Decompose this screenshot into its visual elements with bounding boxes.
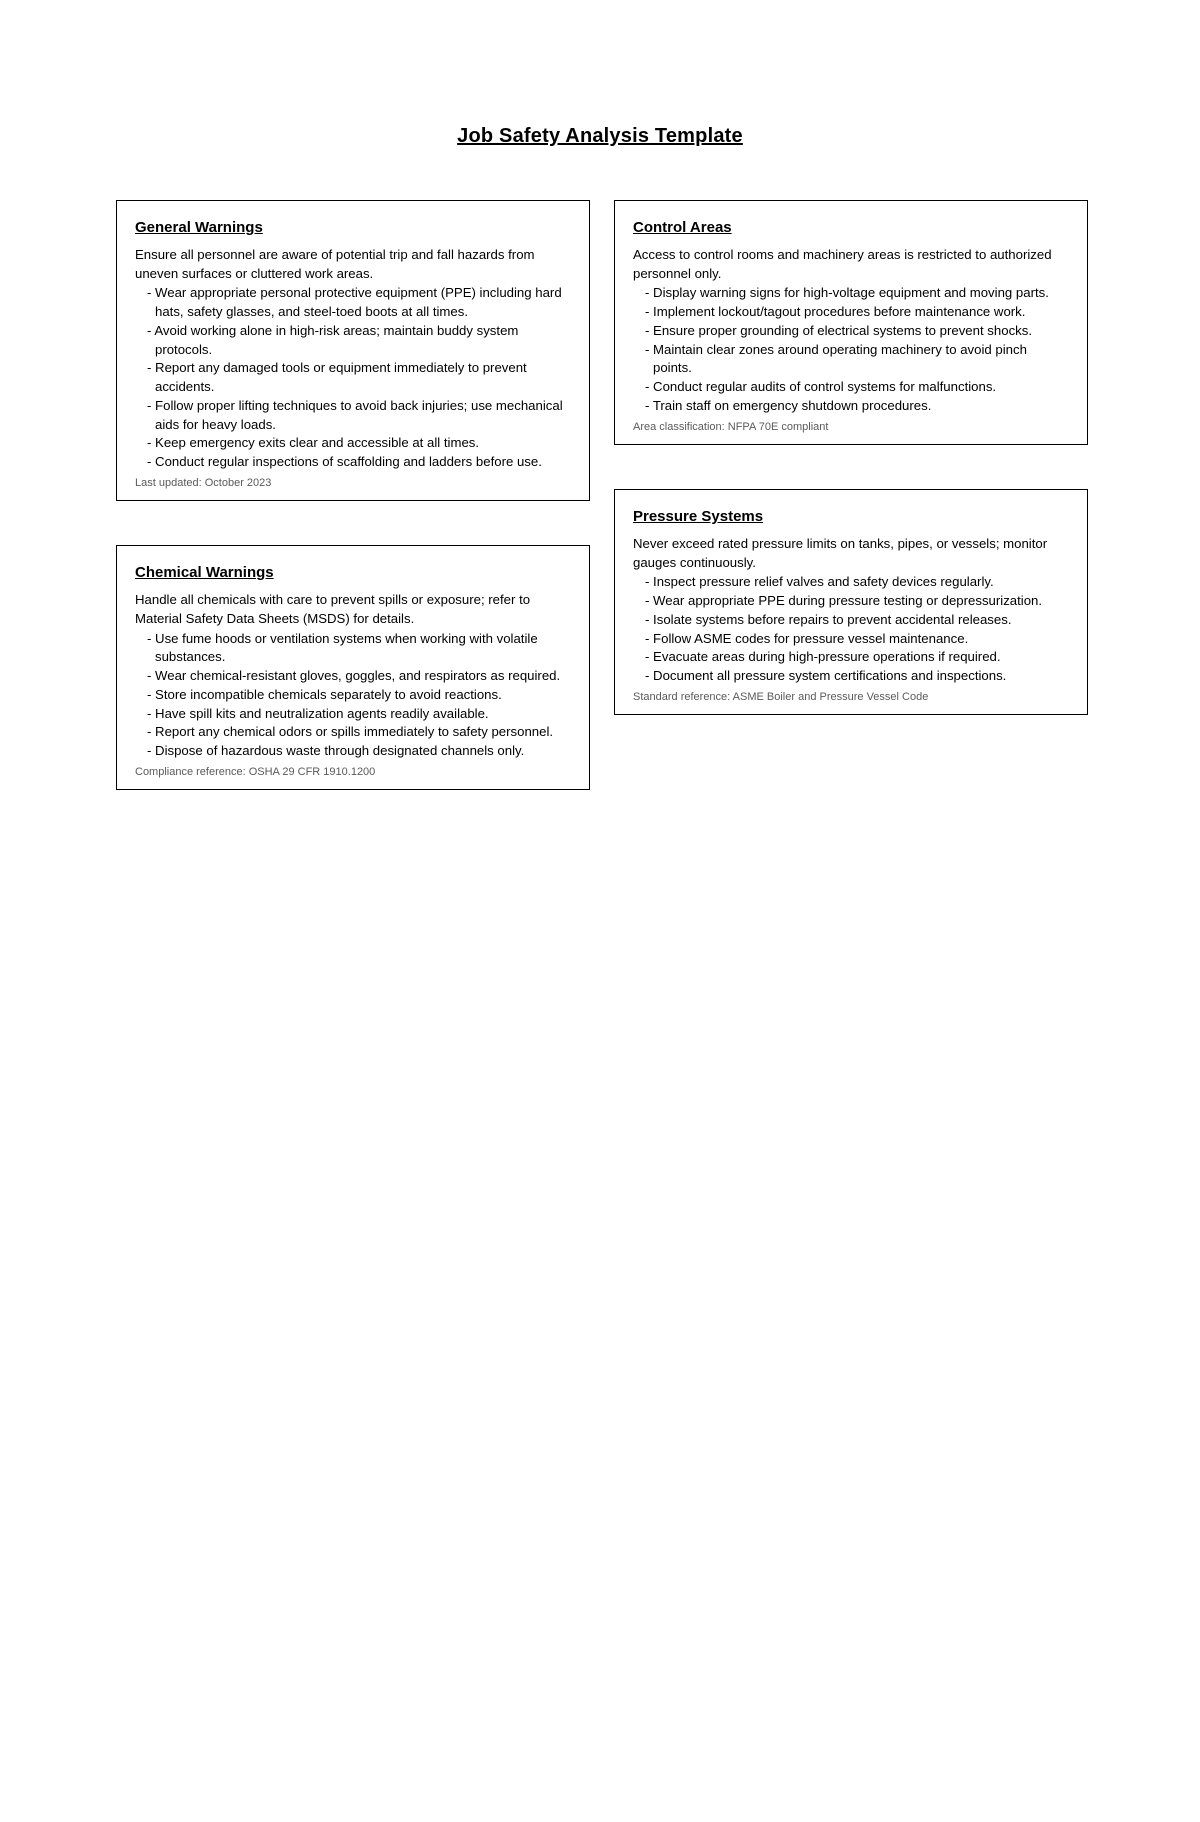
- list-item: - Follow ASME codes for pressure vessel maintenance.: [645, 630, 969, 646]
- column-right: [614, 200, 1088, 715]
- list-item: - Evacuate areas during high-pressure operations if required.: [645, 649, 1001, 665]
- card-footer-note: Area classification: NFPA 70E compliant: [633, 420, 829, 433]
- list-item: - Avoid working alone in high-risk areas; maintain buddy system protocols.: [147, 322, 519, 357]
- list-item: - Follow proper lifting techniques to avoid back injuries; use mechanical aids for heavy loads.: [147, 397, 563, 432]
- card-intro: Handle all chemicals with care to prevent spills or exposure; refer to Material Safety Data Sheets (MSDS) for details.: [135, 592, 531, 626]
- card-bullet-list: [135, 284, 571, 471]
- list-item: - Store incompatible chemicals separately to avoid reactions.: [147, 686, 502, 702]
- card-control-areas: [614, 200, 1088, 445]
- list-item: - Inspect pressure relief valves and safety devices regularly.: [645, 574, 994, 590]
- list-item: - Wear appropriate PPE during pressure testing or depressurization.: [645, 593, 1043, 609]
- list-item: - Display warning signs for high-voltage equipment and moving parts.: [645, 285, 1049, 301]
- list-item: - Wear appropriate personal protective equipment (PPE) including hard hats, safety glasses, and steel-toed boots at all times.: [147, 285, 562, 320]
- list-item: - Report any damaged tools or equipment immediately to prevent accidents.: [147, 360, 527, 395]
- card-bullet-list: [135, 630, 571, 761]
- card-general-warnings: [116, 200, 590, 501]
- list-item: - Implement lockout/tagout procedures before maintenance work.: [645, 304, 1026, 320]
- list-item: - Conduct regular inspections of scaffolding and ladders before use.: [147, 454, 542, 470]
- list-item: - Maintain clear zones around operating machinery to avoid pinch points.: [645, 341, 1027, 376]
- card-intro: Ensure all personnel are aware of potential trip and fall hazards from uneven surfaces or cluttered work areas.: [135, 247, 535, 281]
- card-bullet-list: [633, 573, 1069, 685]
- card-title: Pressure Systems: [633, 507, 764, 525]
- card-title: Chemical Warnings: [135, 564, 274, 582]
- card-footer-note: Standard reference: ASME Boiler and Pressure Vessel Code: [633, 690, 929, 703]
- card-chemical-warnings: [116, 545, 590, 790]
- card-pressure-systems: [614, 489, 1088, 715]
- card-intro: Never exceed rated pressure limits on tanks, pipes, or vessels; monitor gauges continuously.: [633, 535, 1048, 570]
- card-intro: Access to control rooms and machinery areas is restricted to authorized personnel only.: [633, 247, 1052, 281]
- card-bullet-list: [633, 284, 1069, 415]
- list-item: - Report any chemical odors or spills immediately to safety personnel.: [147, 724, 554, 740]
- card-title: General Warnings: [135, 219, 263, 236]
- card-footer-note: Compliance reference: OSHA 29 CFR 1910.1200: [135, 765, 376, 778]
- list-item: - Wear chemical-resistant gloves, goggles, and respirators as required.: [147, 668, 561, 684]
- page-title: Job Safety Analysis Template: [457, 125, 743, 147]
- list-item: - Document all pressure system certifications and inspections.: [645, 668, 1007, 684]
- list-item: - Train staff on emergency shutdown procedures.: [645, 397, 932, 413]
- list-item: - Keep emergency exits clear and accessible at all times.: [147, 435, 480, 451]
- card-title: Control Areas: [633, 219, 732, 236]
- card-footer-note: Last updated: October 2023: [135, 476, 272, 489]
- list-item: - Ensure proper grounding of electrical systems to prevent shocks.: [645, 322, 1033, 338]
- list-item: - Isolate systems before repairs to prevent accidental releases.: [645, 611, 1012, 627]
- content-columns: [0, 200, 1200, 790]
- column-left: [116, 200, 590, 790]
- list-item: - Have spill kits and neutralization agents readily available.: [147, 705, 489, 721]
- list-item: - Use fume hoods or ventilation systems when working with volatile substances.: [147, 630, 538, 665]
- document-page: [0, 125, 1200, 1822]
- list-item: - Conduct regular audits of control systems for malfunctions.: [645, 379, 997, 395]
- list-item: - Dispose of hazardous waste through designated channels only.: [147, 742, 525, 758]
